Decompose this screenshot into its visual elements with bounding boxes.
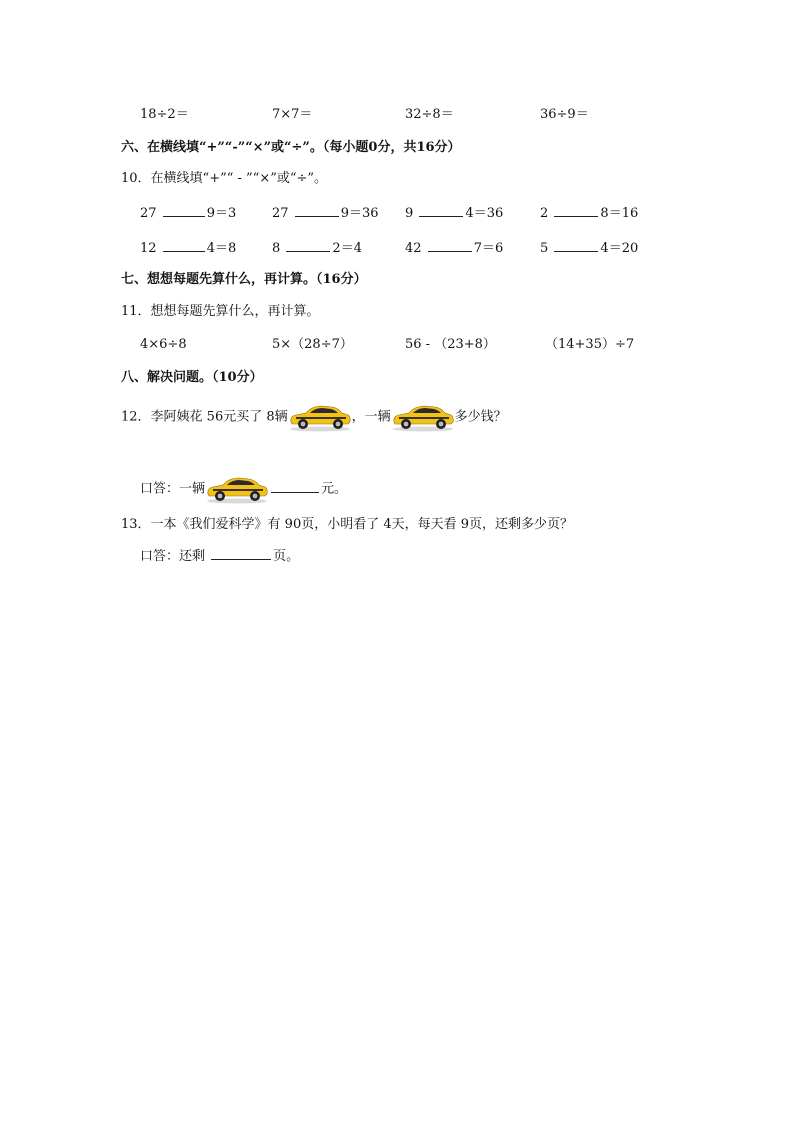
operand-b: 4＝36 [465, 206, 504, 221]
section-7-heading: 七、想想每题先算什么，再计算。（16分） [121, 272, 367, 287]
question-12-part3: 多少钱？ [454, 409, 507, 425]
operand-b: 8＝16 [600, 206, 639, 221]
operand-a: 27 [272, 206, 289, 221]
operand-a: 2 [540, 206, 549, 221]
calc-item: 36÷9＝ [540, 107, 589, 122]
operand-a: 5 [540, 241, 549, 256]
fill-blank-item [140, 238, 236, 258]
question-12-part1: 12．李阿姨花 56元买了 8辆 [121, 409, 288, 425]
calc-item: 7×7＝ [272, 107, 313, 122]
expression-item: 4×6÷8 [140, 337, 187, 352]
answer-13-prefix: 口答：还剩 [140, 549, 206, 564]
section-6-title: 六、在横线填“+”“-”“×”或“÷”。 [121, 140, 323, 155]
answer-13-blank[interactable] [211, 546, 271, 560]
answer-13 [140, 546, 299, 566]
fill-blank-item [272, 203, 379, 223]
section-8-heading: 八、解决问题。（10分） [121, 370, 263, 385]
yellow-sports-car-icon [391, 402, 455, 432]
calc-item: 32÷8＝ [405, 107, 454, 122]
expression-item: （14+35）÷7 [545, 337, 635, 352]
question-13: 13．一本《我们爱科学》有 90页，小明看了 4天，每天看 9页，还剩多少页？ [121, 517, 574, 532]
answer-blank[interactable] [286, 238, 330, 252]
answer-blank[interactable] [419, 203, 463, 217]
fill-blank-item [405, 238, 503, 258]
operand-b: 2＝4 [332, 241, 362, 256]
answer-blank[interactable] [554, 238, 598, 252]
question-12 [121, 402, 507, 432]
answer-blank[interactable] [163, 203, 205, 217]
answer-12-prefix: 口答：一辆 [140, 481, 206, 497]
operand-a: 12 [140, 241, 157, 256]
operand-b: 4＝8 [206, 241, 237, 256]
question-12-part2: ，一辆 [351, 409, 391, 425]
answer-12-suffix: 元。 [321, 481, 348, 497]
calc-item: 18÷2＝ [140, 107, 189, 122]
answer-12 [140, 474, 347, 504]
answer-blank[interactable] [163, 238, 205, 252]
operand-b: 4＝20 [600, 241, 639, 256]
operand-a: 27 [140, 206, 157, 221]
operand-a: 9 [405, 206, 414, 221]
operand-b: 7＝6 [473, 241, 504, 256]
fill-blank-item [540, 238, 638, 258]
answer-13-suffix: 页。 [273, 549, 300, 564]
answer-blank[interactable] [554, 203, 598, 217]
operand-a: 8 [272, 241, 281, 256]
operand-a: 42 [405, 241, 422, 256]
fill-blank-item [140, 203, 236, 223]
fill-blank-item [405, 203, 503, 223]
fill-blank-item [540, 203, 638, 223]
expression-item: 56 - （23+8） [405, 337, 496, 352]
yellow-sports-car-icon [205, 474, 269, 504]
fill-blank-item [272, 238, 362, 258]
answer-blank[interactable] [428, 238, 472, 252]
question-11: 11．想想每题先算什么，再计算。 [121, 304, 320, 319]
section-6-heading [121, 139, 461, 157]
expression-item: 5×（28÷7） [272, 337, 353, 352]
section-6-score: （每小题0分，共16分） [322, 140, 461, 155]
yellow-sports-car-icon [288, 402, 352, 432]
operand-b: 9＝36 [340, 206, 379, 221]
question-10: 10．在横线填“+”“ - ”“×”或“÷”。 [121, 171, 328, 186]
operand-b: 9＝3 [206, 206, 237, 221]
answer-blank[interactable] [295, 203, 339, 217]
answer-12-blank[interactable] [271, 479, 319, 493]
